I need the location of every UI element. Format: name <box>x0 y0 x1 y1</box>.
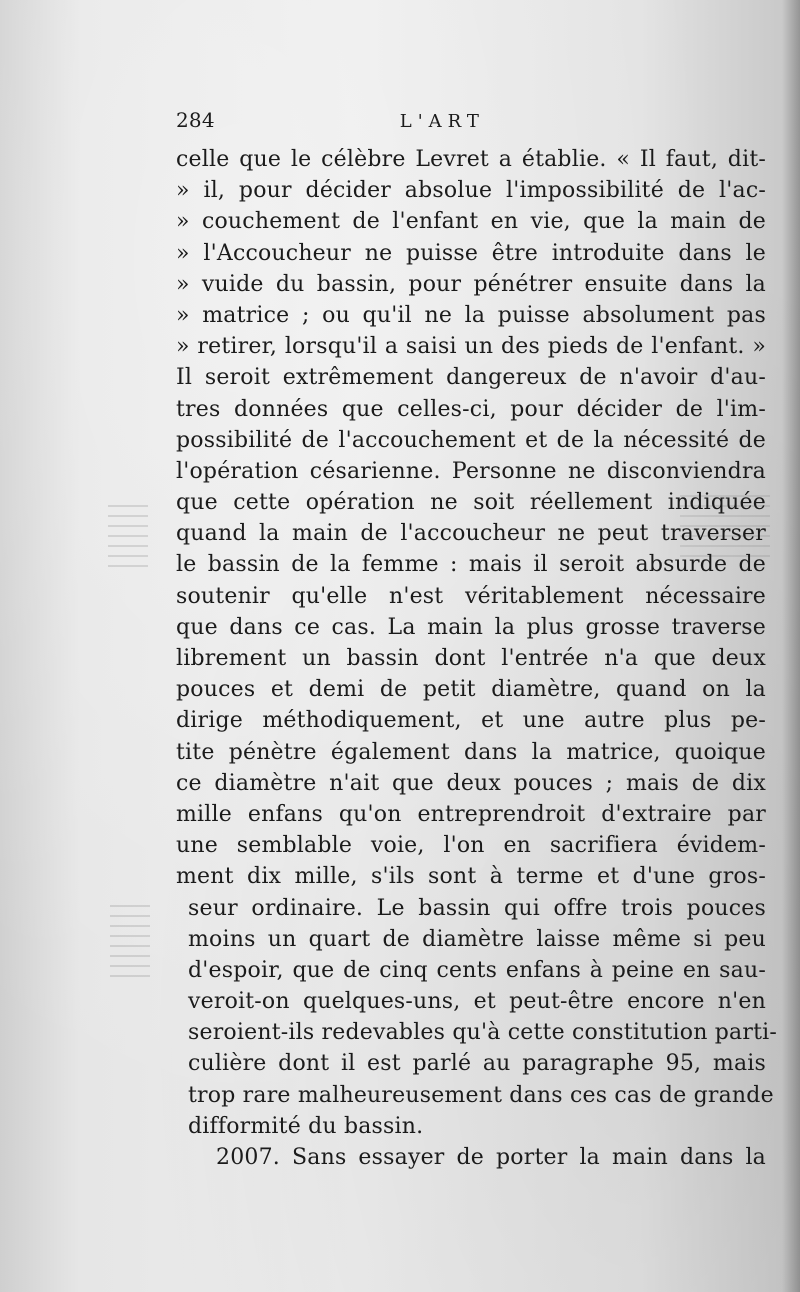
text-line: » vuide du bassin, pour pénétrer ensuite dans la <box>176 271 766 297</box>
text-line: celle que le célèbre Levret a établie. « Il faut, dit- <box>176 147 766 172</box>
bleed-through-marks <box>110 905 150 985</box>
text-line: une semblable voie, l'on en sacrifiera évidem- <box>176 833 766 859</box>
text-line: possibilité de l'accouchement et de la nécessité de <box>176 427 766 453</box>
text-line: » l'Accoucheur ne puisse être introduite dans le <box>176 240 766 266</box>
text-line: seur ordinaire. Le bassin qui offre trois pouces <box>188 895 766 921</box>
text-line: » couchement de l'enfant en vie, que la main de <box>176 209 766 235</box>
text-line: librement un bassin dont l'entrée n'a que deux <box>176 646 766 671</box>
text-line: mille enfans qu'on entreprendroit d'extraire par <box>176 801 766 827</box>
bleed-through-marks <box>108 505 148 575</box>
text-line: l'opération césarienne. Personne ne disconviendra <box>176 458 766 484</box>
text-line: ment dix mille, s'ils sont à terme et d'une gros- <box>176 864 766 890</box>
text-line: que dans ce cas. La main la plus grosse traverse <box>176 614 766 640</box>
text-line: ce diamètre n'ait que deux pouces ; mais de dix <box>176 770 766 796</box>
text-line: » matrice ; ou qu'il ne la puisse absolument pas <box>176 302 766 328</box>
text-line: le bassin de la femme : mais il seroit absurde de <box>176 552 766 578</box>
text-line: » retirer, lorsqu'il a saisi un des pieds de l'enfant. » <box>176 334 766 360</box>
text-line: culière dont il est parlé au paragraphe 95, mais <box>188 1051 766 1077</box>
text-line: Il seroit extrêmement dangereux de n'avoir d'au- <box>176 365 766 391</box>
page-header <box>176 108 766 144</box>
page-gutter-shadow <box>782 0 800 1292</box>
text-line: tres données que celles-ci, pour décider de l'im- <box>176 396 766 422</box>
text-line: moins un quart de diamètre laisse même si peu <box>188 926 766 952</box>
text-line: trop rare malheureusement dans ces cas de grande <box>188 1082 774 1108</box>
page-number: 284 <box>176 108 215 132</box>
running-title: L'ART <box>399 111 485 132</box>
text-line: seroient-ils redevables qu'à cette constitution parti- <box>188 1020 777 1046</box>
text-line: difformité du bassin. <box>188 1113 424 1139</box>
page-text <box>176 108 777 1173</box>
text-line: quand la main de l'accoucheur ne peut traverser <box>176 521 766 547</box>
text-line: pouces et demi de petit diamètre, quand on la <box>176 677 766 703</box>
paragraph-start-line: 2007. Sans essayer de porter la main dans la <box>216 1145 766 1170</box>
text-line: que cette opération ne soit réellement indiquée <box>176 490 766 516</box>
text-line: » il, pour décider absolue l'impossibilité de l'ac- <box>176 178 766 204</box>
text-line: dirige méthodiquement, et une autre plus pe- <box>176 708 766 734</box>
text-line: veroit-on quelques-uns, et peut-être encore n'en <box>188 989 766 1015</box>
text-line: soutenir qu'elle n'est véritablement nécessaire <box>176 583 766 609</box>
text-line: d'espoir, que de cinq cents enfans à peine en sau- <box>188 957 766 983</box>
text-line: tite pénètre également dans la matrice, quoique <box>176 739 766 765</box>
